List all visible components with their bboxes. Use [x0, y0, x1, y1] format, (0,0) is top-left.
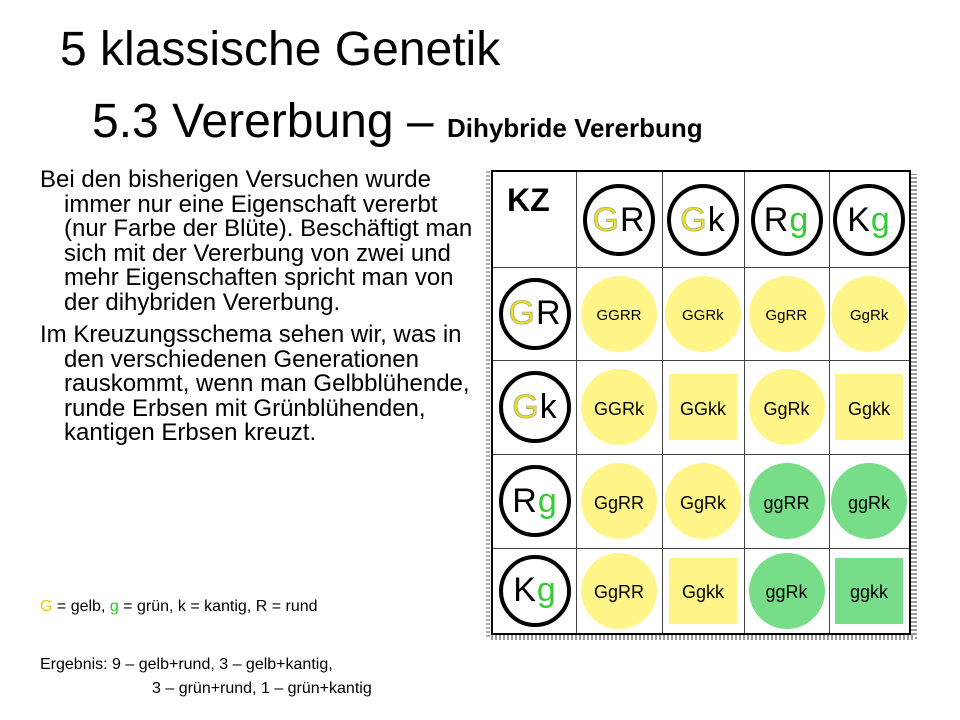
- grid-line: [744, 172, 745, 633]
- gamete-row-1: [499, 278, 571, 350]
- legend: [40, 598, 318, 616]
- genotype-label: GgRk: [763, 398, 810, 419]
- result: [40, 653, 372, 701]
- gamete-allele: G: [680, 200, 708, 239]
- grid-line: [493, 360, 909, 361]
- genotype-label: ggRk: [848, 492, 891, 513]
- gamete-allele: G: [508, 294, 536, 332]
- grid-line: [662, 172, 663, 633]
- genotype-label: GgRR: [765, 307, 808, 324]
- gamete-row-3: [499, 465, 571, 537]
- legend-text-1: = gelb,: [52, 598, 110, 615]
- genotype-label: Ggkk: [682, 582, 725, 602]
- gamete-allele: k: [707, 200, 726, 239]
- legend-text-2: = grün, k = kantig, R = rund: [118, 598, 318, 615]
- gamete-allele: R: [619, 200, 646, 239]
- subtitle-main: 5.3 Vererbung –: [92, 95, 447, 148]
- body-text: [40, 168, 480, 446]
- genotype-label: GgRR: [594, 492, 645, 513]
- legend-recessive-allele: g: [109, 598, 119, 615]
- corner-label: KZ: [507, 182, 550, 218]
- slide-title: 5 klassische Genetik: [60, 23, 501, 76]
- genotype-label: GgRk: [680, 492, 727, 513]
- gamete-allele: G: [592, 200, 620, 239]
- table-shadow-left: [486, 170, 490, 637]
- genotype-label: GGkk: [680, 398, 727, 419]
- gamete-allele: k: [539, 387, 558, 426]
- gamete-column-2: [667, 184, 739, 256]
- grid-line: [576, 172, 577, 633]
- gamete-column-3: [751, 184, 823, 256]
- genotype-label: GGRR: [596, 307, 642, 324]
- paragraph-scheme: Im Kreuzungsschema sehen wir, was in den verschiedenen Generationen rauskommt, wenn man Gelbblühende, runde Erbsen mit Grünblühenden, kantigen Erbsen kreuzt.: [40, 321, 470, 446]
- grid-line: [493, 267, 909, 268]
- gamete-column-4: [833, 184, 905, 256]
- result-line-2: 3 – grün+rund, 1 – grün+kantig: [152, 680, 372, 697]
- gamete-allele: G: [512, 387, 540, 426]
- gamete-row-2: [499, 371, 571, 443]
- genotype-label: GGRk: [594, 398, 645, 419]
- grid-line: [493, 454, 909, 455]
- gamete-allele: g: [870, 200, 891, 239]
- gamete-allele: K: [847, 200, 871, 239]
- gamete-allele: g: [789, 200, 810, 239]
- grid-line: [493, 548, 909, 549]
- gamete-allele: g: [536, 571, 557, 609]
- genotype-label: GGRk: [682, 307, 724, 324]
- gamete-allele: K: [513, 571, 537, 609]
- genotype-label: GgRR: [594, 582, 645, 602]
- gamete-row-4: [499, 555, 571, 627]
- grid-line: [829, 172, 830, 633]
- gamete-allele: R: [512, 481, 538, 520]
- gamete-column-1: [583, 184, 655, 256]
- paragraph-intro: Bei den bisherigen Versuchen wurde immer nur eine Eigenschaft vererbt (nur Farbe der Blüte). Beschäftigt man sich mit der Vererbung von zwei und mehr Eigenschaften spricht man von der dihybriden Vererbung.: [40, 166, 473, 316]
- genotype-label: ggRk: [765, 582, 808, 602]
- genotype-label: Ggkk: [848, 398, 891, 419]
- genotype-label: GgRk: [850, 307, 889, 324]
- subtitle-topic: Dihybride Vererbung: [446, 113, 703, 143]
- genotype-label: ggRR: [763, 492, 810, 513]
- legend-dominant-allele: G: [40, 598, 53, 615]
- table-shadow-bottom: [491, 635, 915, 640]
- gamete-allele: R: [763, 200, 790, 239]
- result-line-1: Ergebnis: 9 – gelb+rund, 3 – gelb+kantig,: [40, 656, 333, 673]
- punnett-square: [491, 170, 911, 635]
- slide-subtitle: [92, 94, 703, 156]
- genotype-label: ggkk: [850, 582, 889, 602]
- table-shadow-right: [911, 174, 917, 639]
- gamete-allele: g: [537, 481, 558, 520]
- gamete-allele: R: [535, 294, 562, 332]
